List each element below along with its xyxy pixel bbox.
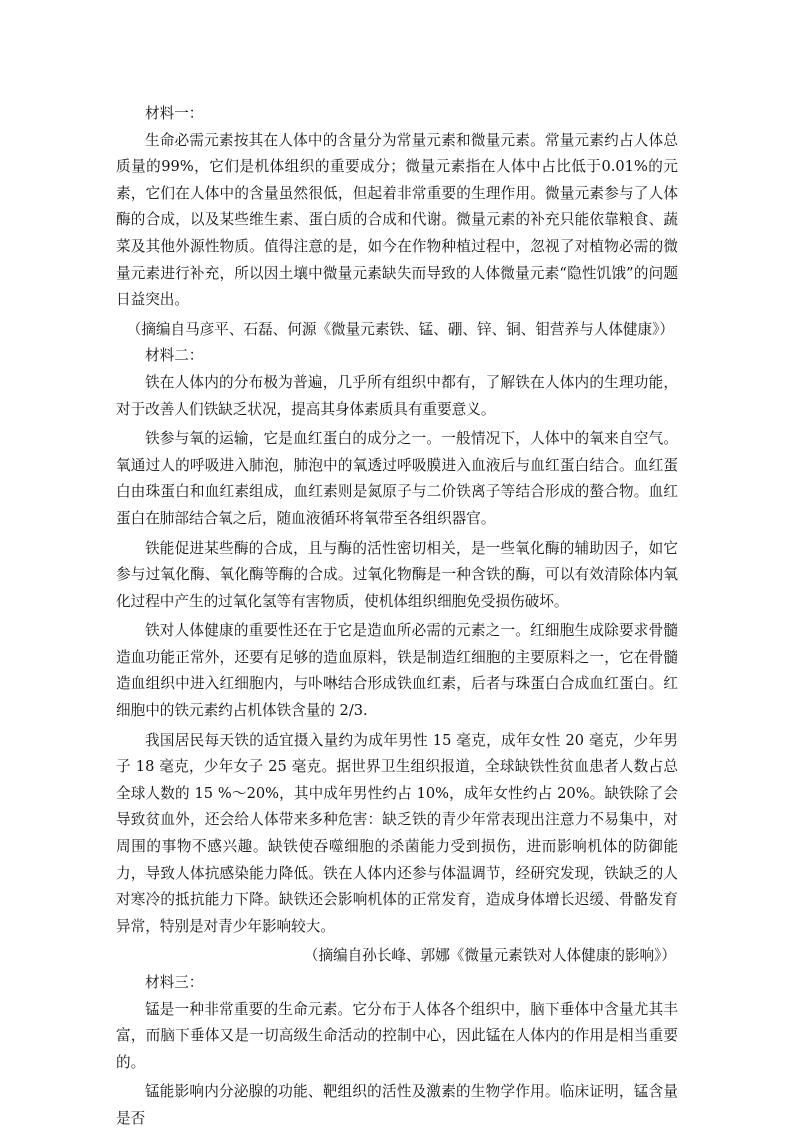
material-two-heading: 材料二： <box>145 347 204 365</box>
material-one-paragraph: 生命必需元素按其在人体中的含量分为常量元素和微量元素。常量元素约占人体总质量的99%，它们是机体组织的重要成分；微量元素指在人体中占比低于0.01%的元素，它们在人体中的含量虽然很低，但起着非常重要的生理作用。微量元素参与了人体酶的合成，以及某些维生素、蛋白质的合成和代谢。微量元素的补充只能依靠粮食、蔬菜及其他外源性物质。值得注意的是，如今在作物种植过程中，忽视了对植物必需的微量元素进行补充，所以因土壤中微量元素缺失而导致的人体微量元素“隐性饥饿”的问题日益突出。 <box>116 131 678 309</box>
material-three-heading: 材料三： <box>145 974 204 991</box>
material-two-source: （摘编自孙长峰、郭娜《微量元素铁对人体健康的影响》） <box>303 947 676 965</box>
material-three-paragraph-2: 锰能影响内分泌腺的功能、靶组织的活性及激素的生物学作用。临床证明，锰含量是否 <box>116 1083 678 1127</box>
material-three-paragraph-1: 锰是一种非常重要的生命元素。它分布于人体各个组织中，脑下垂体中含量尤其丰富，而脑下垂体又是一切高级生命活动的控制中心，因此锰在人体内的作用是相当重要的。 <box>116 1000 678 1071</box>
material-two-paragraph-3: 铁能促进某些酶的合成，且与酶的活性密切相关，是一些氧化酶的辅助因子，如它参与过氧化酶、氧化酶等酶的合成。过氧化物酶是一种含铁的酶，可以有效清除体内氧化过程中产生的过氧化氢等有害物质，使机体组织细胞免受损伤破坏。 <box>116 539 678 610</box>
document-body <box>116 101 678 1133</box>
material-two-paragraph-2: 铁参与氧的运输，它是血红蛋白的成分之一。一般情况下，人体中的氧来自空气。氧通过人的呼吸进入肺泡，肺泡中的氧透过呼吸膜进入血液后与血红蛋白结合。血红蛋白由珠蛋白和血红素组成，血红素则是氮原子与二价铁离子等结合形成的螯合物。血红蛋白在肺部结合氧之后，随血液循环将氧带至各组织器官。 <box>116 430 678 527</box>
material-one-source: （摘编自马彦平、石磊、何源《微量元素铁、锰、硼、锌、铜、钼营养与人体健康》） <box>126 320 674 338</box>
material-two-paragraph-1: 铁在人体内的分布极为普遍，几乎所有组织中都有，了解铁在人体内的生理功能，对于改善人们铁缺乏状况，提高其身体素质具有重要意义。 <box>116 373 678 418</box>
material-two-paragraph-5: 我国居民每天铁的适宜摄入量约为成年男性 15 毫克，成年女性 20 毫克，少年男子 18 毫克，少年女子 25 毫克。据世界卫生组织报道，全球缺铁性贫血患者人数占总全球人数的 15 %～20%，其中成年男性约占 10%，成年女性约占 20%。缺铁除了会导致贫血外，还会给人体带来多种危害：缺乏铁的青少年常表现出注意力不易集中，对周围的事物不感兴趣。缺铁使吞噬细胞的杀菌能力受到损伤，进而影响机体的防御能力，导致人体抗感染能力降低。铁在人体内还参与体温调节，经研究发现，铁缺乏的人对寒冷的抵抗能力下降。缺铁还会影响机体的正常发育，造成身体增长迟缓、骨骼发育异常，特别是对青少年影响较大。 <box>116 731 678 935</box>
material-one-heading: 材料一： <box>145 105 204 122</box>
material-two-paragraph-4: 铁对人体健康的重要性还在于它是造血所必需的元素之一。红细胞生成除要求骨髓造血功能正常外，还要有足够的造血原料，铁是制造红细胞的主要原料之一，它在骨髓造血组织中进入红细胞内，与卟啉结合形成铁血红素，后者与珠蛋白合成血红蛋白。红细胞中的铁元素约占机体铁含量的 2/3. <box>116 622 678 720</box>
